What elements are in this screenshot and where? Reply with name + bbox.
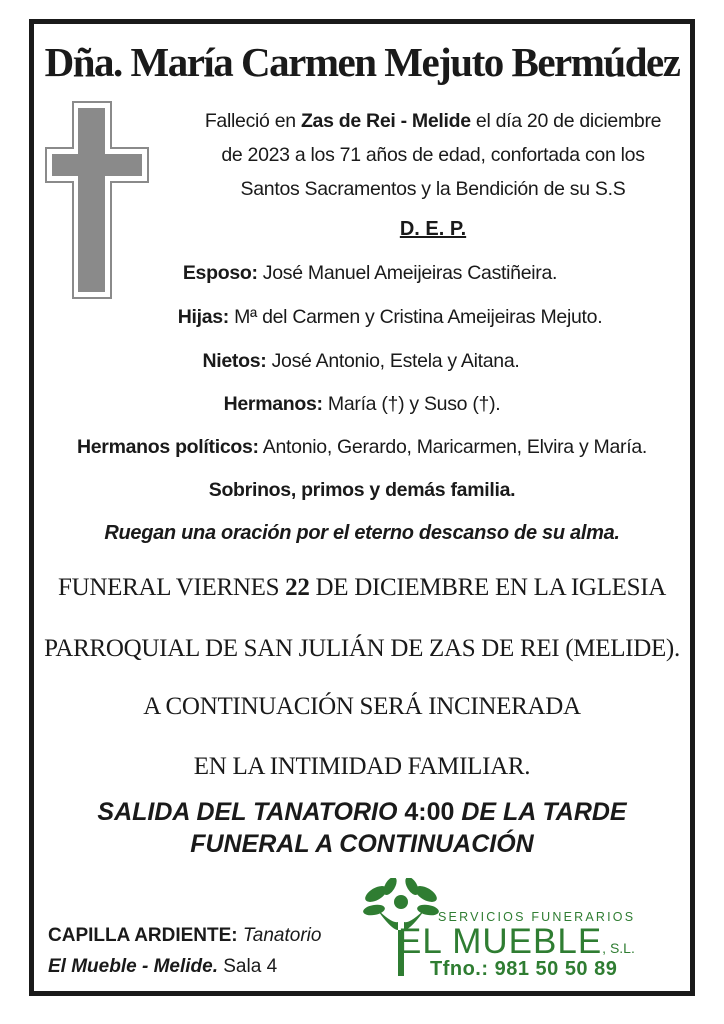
logo-subtitle: SERVICIOS FUNERARIOS [438,910,636,924]
family-hermanos-politicos: Hermanos políticos: Antonio, Gerardo, Maricarmen, Elvira y María. [76,436,647,458]
dep-heading: D. E. P. [399,218,467,240]
prayer-request: Ruegan una oración por el eterno descanso de su alma. [104,522,620,544]
funeral-home-logo [362,878,682,988]
funeral-line-4: EN LA INTIMIDAD FAMILIAR. [193,753,531,780]
logo-phone: Tfno.: 981 50 50 89 [430,958,618,980]
death-announcement: Falleció en Zas de Rei - Melide el día 20 de diciembre de 2023 a los 71 años de edad, confortada con los Santos Sacramentos y la Bendición de su S.S [204,110,662,200]
funeral-line-3: A CONTINUACIÓN SERÁ INCINERADA [143,693,581,720]
deceased-name: Dña. María Carmen Mejuto Bermúdez [44,39,680,85]
family-hijas: Hijas: Mª del Carmen y Cristina Ameijeiras Mejuto. [177,306,603,328]
family-hermanos: Hermanos: María (†) y Suso (†). [223,393,501,415]
family-sobrinos: Sobrinos, primos y demás familia. [208,479,516,501]
chapel-info: CAPILLA ARDIENTE: Tanatorio El Mueble - Melide. Sala 4 [48,925,322,977]
funeral-line-2: PARROQUIAL DE SAN JULIÁN DE ZAS DE REI (MELIDE). [44,635,680,662]
funeral-line-1: FUNERAL VIERNES 22 DE DICIEMBRE EN LA IGLESIA [57,574,667,601]
departure-info: SALIDA DEL TANATORIO 4:00 DE LA TARDE FUNERAL A CONTINUACIÓN [97,798,627,858]
family-nietos: Nietos: José Antonio, Estela y Aitana. [202,350,520,372]
logo-name: EL MUEBLE, S.L. [398,922,635,961]
family-esposo: Esposo: José Manuel Ameijeiras Castiñeira. [182,262,558,284]
